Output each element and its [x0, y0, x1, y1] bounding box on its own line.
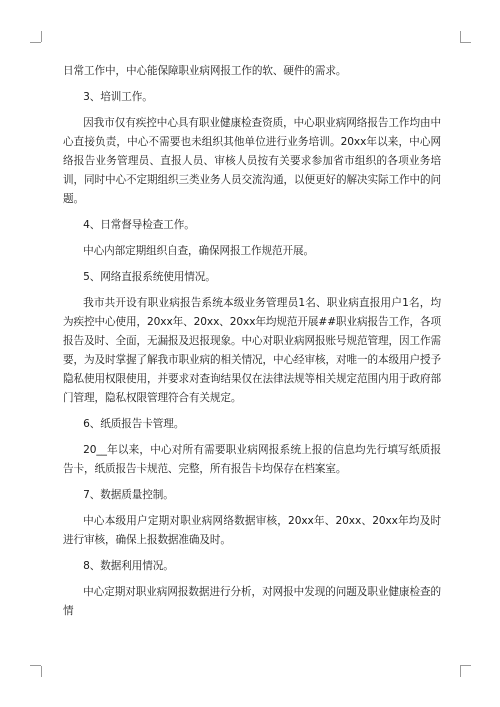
paragraph-training: 因我市仅有疾控中心具有职业健康检查资质，中心职业病网络报告工作均由中心直接负责，中心不需要也未组织其他单位进行业务培训。20xx年以来，中心网络报告业务管理员、直报人员、审核人员按有关要求参加省市组织的各项业务培训，同时中心不定期组织三类业务人员交流沟通，以便更好的解决实际工作中的问题。 [63, 117, 441, 205]
paragraph-paper-cards: 20__年以来，中心对所有需要职业病网报系统上报的信息均先行填写纸质报告卡，纸质报告卡规范、完整，所有报告卡均保存在档案室。 [63, 444, 441, 475]
crop-mark-top-left-v [41, 31, 42, 42]
paragraph-data-utilization: 中心定期对职业病网报数据进行分析，对网报中发现的问题及职业健康检查的情 [63, 586, 441, 617]
heading-data-quality: 7、数据质量控制。 [83, 489, 174, 501]
heading-paper-cards: 6、纸质报告卡管理。 [83, 418, 185, 430]
crop-mark-top-right-v [460, 31, 461, 42]
heading-system-usage: 5、网络直报系统使用情况。 [83, 271, 216, 283]
document-body [63, 62, 441, 628]
crop-mark-top-left-h [30, 42, 41, 43]
paragraph-supervision: 中心内部定期组织自查，确保网报工作规范开展。 [83, 245, 314, 257]
heading-data-utilization: 8、数据利用情况。 [83, 560, 174, 572]
paragraph-software-hardware: 日常工作中，中心能保障职业病网报工作的软、硬件的需求。 [63, 65, 347, 77]
crop-mark-bottom-right-h [460, 665, 471, 666]
crop-mark-bottom-left-h [30, 665, 41, 666]
crop-mark-top-right-h [460, 42, 471, 43]
crop-mark-bottom-left-v [41, 666, 42, 677]
paragraph-data-quality: 中心本级用户定期对职业病网络数据审核，20xx年、20xx、20xx年均及时进行审核，确保上报数据准确及时。 [63, 515, 441, 546]
heading-training: 3、培训工作。 [83, 91, 153, 103]
paragraph-system-usage: 我市共开设有职业病报告系统本级业务管理员1名、职业病直报用户1名，均为疾控中心使用，20xx年、20xx、20xx年均规范开展##职业病报告工作，各项报告及时、全面，无漏报及迟报现象。中心对职业病网报账号规范管理，因工作需要，为及时掌握了解我市职业病的相关情况，中心经审核，对唯一的本级用户授予隐私使用权限使用，并要求对查询结果仅在法律法规等相关规定范围内用于政府部门管理，隐私权限管理符合有关规定。 [63, 297, 441, 404]
crop-mark-bottom-right-v [460, 666, 461, 677]
heading-supervision: 4、日常督导检查工作。 [83, 219, 195, 231]
